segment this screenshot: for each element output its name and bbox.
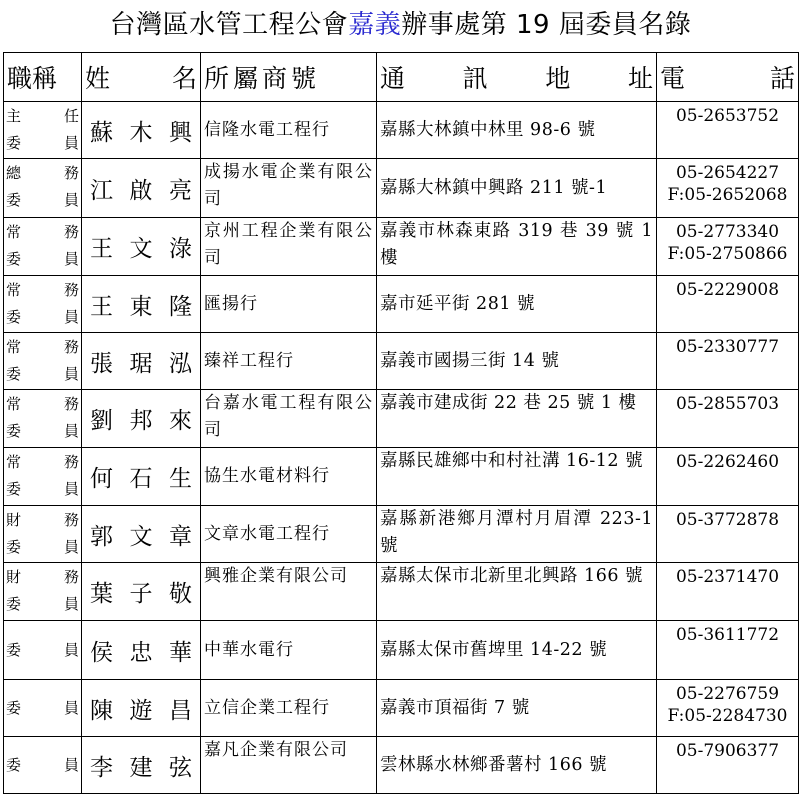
address-cell: 嘉義市頂福街 7 號 xyxy=(377,680,657,737)
role-cell xyxy=(4,333,82,390)
table-row xyxy=(4,563,799,621)
role-line-1: 委 員 xyxy=(6,640,79,659)
table-body xyxy=(4,102,799,794)
table-row xyxy=(4,276,799,333)
name-cell: 郭文章 xyxy=(82,506,201,563)
company-cell: 信隆水電工程行 xyxy=(201,102,377,159)
phone-cell xyxy=(657,563,799,621)
name-cell: 劉邦來 xyxy=(82,390,201,448)
table-row xyxy=(4,102,799,159)
phone-cell xyxy=(657,276,799,333)
header-address: 通 訊 地 址 xyxy=(377,53,657,102)
company-cell: 成揚水電企業有限公司 xyxy=(201,159,377,218)
role-line-1: 委 員 xyxy=(6,755,79,774)
company-cell: 協生水電材料行 xyxy=(201,448,377,506)
address-cell: 嘉縣大林鎮中興路 211 號-1 xyxy=(377,159,657,218)
phone-number: 05-3611772 xyxy=(675,625,780,645)
name-cell: 葉子敬 xyxy=(82,563,201,621)
name-cell: 王東隆 xyxy=(82,276,201,333)
company-cell: 台嘉水電工程有限公司 xyxy=(201,390,377,448)
role-cell xyxy=(4,390,82,448)
table-row xyxy=(4,737,799,794)
company-cell: 臻祥工程行 xyxy=(201,333,377,390)
title-suffix: 辦事處第 19 屆委員名錄 xyxy=(401,10,692,40)
role-line-2: 委 員 xyxy=(6,308,79,326)
phone-cell xyxy=(657,390,799,448)
address-cell: 嘉義市林森東路 319 巷 39 號 1 樓 xyxy=(377,218,657,276)
role-line-1: 主 任 xyxy=(6,107,79,125)
role-line-2: 委 員 xyxy=(6,595,79,613)
name-cell: 江啟亮 xyxy=(82,159,201,218)
name-cell: 李建弦 xyxy=(82,737,201,794)
phone-number: 05-2330777 xyxy=(675,337,780,357)
company-cell: 匯揚行 xyxy=(201,276,377,333)
table-row xyxy=(4,506,799,563)
phone-number: 05-2855703 xyxy=(675,394,780,414)
phone-number: 05-2371470 xyxy=(675,567,780,587)
name-cell: 何石生 xyxy=(82,448,201,506)
role-cell xyxy=(4,218,82,276)
role-line-1: 財 務 xyxy=(6,511,79,529)
phone-cell xyxy=(657,680,799,737)
table-row xyxy=(4,390,799,448)
role-cell xyxy=(4,276,82,333)
phone-number: 05-2654227 xyxy=(675,163,780,183)
role-line-1: 財 務 xyxy=(6,568,79,586)
phone-number: 05-3772878 xyxy=(675,510,780,530)
name-cell: 侯忠華 xyxy=(82,621,201,680)
table-row xyxy=(4,218,799,276)
member-directory-table xyxy=(3,52,799,794)
role-cell xyxy=(4,737,82,794)
company-cell: 文章水電工程行 xyxy=(201,506,377,563)
role-cell xyxy=(4,159,82,218)
table-row xyxy=(4,621,799,680)
header-role: 職稱 xyxy=(4,53,82,102)
role-line-1: 委 員 xyxy=(6,698,79,717)
address-cell: 嘉義市國揚三街 14 號 xyxy=(377,333,657,390)
company-cell: 嘉凡企業有限公司 xyxy=(201,737,377,794)
address-cell: 雲林縣水林鄉番薯村 166 號 xyxy=(377,737,657,794)
fax-number: F:05-2652068 xyxy=(667,185,788,205)
role-line-2: 委 員 xyxy=(6,480,79,498)
role-line-1: 常 務 xyxy=(6,395,79,413)
phone-number: 05-2262460 xyxy=(675,452,780,472)
role-cell xyxy=(4,102,82,159)
name-cell: 王文淥 xyxy=(82,218,201,276)
address-cell: 嘉市延平街 281 號 xyxy=(377,276,657,333)
table-row xyxy=(4,333,799,390)
role-line-2: 委 員 xyxy=(6,134,79,152)
address-cell: 嘉縣新港鄉月潭村月眉潭 223-1 號 xyxy=(377,506,657,563)
phone-number: 05-7906377 xyxy=(675,741,780,761)
phone-cell xyxy=(657,102,799,159)
header-name: 姓 名 xyxy=(82,53,201,102)
phone-cell xyxy=(657,448,799,506)
role-cell xyxy=(4,680,82,737)
phone-number: 05-2773340 xyxy=(675,222,780,242)
role-line-2: 委 員 xyxy=(6,250,79,268)
table-row xyxy=(4,159,799,218)
fax-number: F:05-2284730 xyxy=(667,706,788,726)
role-cell xyxy=(4,506,82,563)
address-cell: 嘉縣民雄鄉中和村社溝 16-12 號 xyxy=(377,448,657,506)
phone-cell xyxy=(657,621,799,680)
role-cell xyxy=(4,448,82,506)
header-company: 所屬商號 xyxy=(201,53,377,102)
phone-cell xyxy=(657,333,799,390)
table-row xyxy=(4,680,799,737)
role-line-1: 總 務 xyxy=(6,164,79,182)
name-cell: 陳遊昌 xyxy=(82,680,201,737)
role-line-1: 常 務 xyxy=(6,223,79,241)
title-prefix: 台灣區水管工程公會 xyxy=(109,10,349,40)
role-cell xyxy=(4,621,82,680)
table-row xyxy=(4,448,799,506)
phone-number: 05-2229008 xyxy=(675,280,780,300)
address-cell: 嘉縣太保市舊埤里 14-22 號 xyxy=(377,621,657,680)
role-line-1: 常 務 xyxy=(6,281,79,299)
role-line-2: 委 員 xyxy=(6,191,79,209)
role-cell xyxy=(4,563,82,621)
company-cell: 中華水電行 xyxy=(201,621,377,680)
role-line-2: 委 員 xyxy=(6,422,79,440)
phone-cell xyxy=(657,506,799,563)
phone-cell xyxy=(657,218,799,276)
phone-cell xyxy=(657,159,799,218)
page-title xyxy=(0,8,801,42)
header-row xyxy=(4,53,799,102)
address-cell: 嘉縣太保市北新里北興路 166 號 xyxy=(377,563,657,621)
phone-number: 05-2276759 xyxy=(675,684,780,704)
header-phone: 電 話 xyxy=(657,53,799,102)
name-cell: 張琚泓 xyxy=(82,333,201,390)
company-cell: 立信企業工程行 xyxy=(201,680,377,737)
role-line-1: 常 務 xyxy=(6,338,79,356)
role-line-2: 委 員 xyxy=(6,365,79,383)
company-cell: 興雅企業有限公司 xyxy=(201,563,377,621)
address-cell: 嘉縣大林鎮中林里 98-6 號 xyxy=(377,102,657,159)
role-line-1: 常 務 xyxy=(6,453,79,471)
role-line-2: 委 員 xyxy=(6,538,79,556)
address-cell: 嘉義市建成街 22 巷 25 號 1 樓 xyxy=(377,390,657,448)
phone-number: 05-2653752 xyxy=(675,106,780,126)
phone-cell xyxy=(657,737,799,794)
title-highlight: 嘉義 xyxy=(348,10,402,40)
fax-number: F:05-2750866 xyxy=(667,244,788,264)
name-cell: 蘇木興 xyxy=(82,102,201,159)
company-cell: 京州工程企業有限公司 xyxy=(201,218,377,276)
